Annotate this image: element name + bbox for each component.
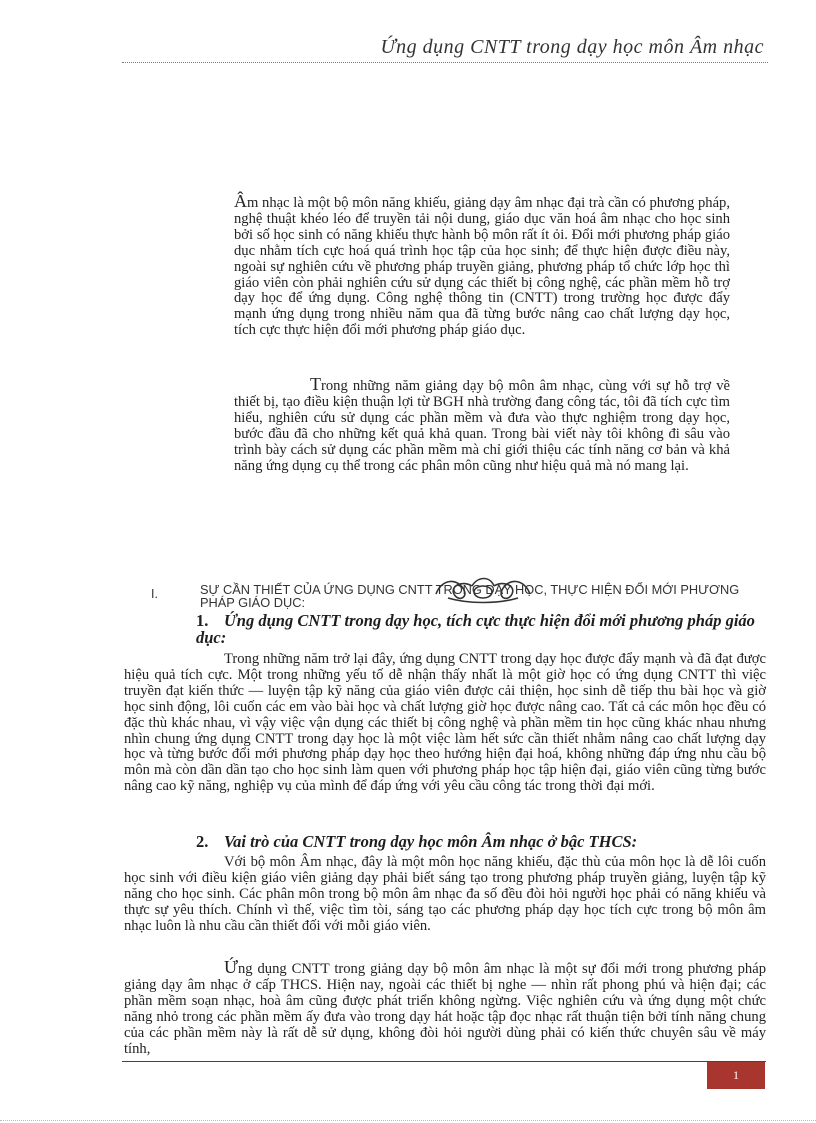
subsection-2-heading: [196, 833, 768, 850]
bottom-dotted-line: [0, 1120, 816, 1121]
drop-cap: Ứ: [224, 957, 238, 977]
intro-paragraph-2-text: rong những năm giảng dạy bộ môn âm nhạc, cùng với sự hỗ trợ về thiết bị, tạo điều kiện thuận lợi từ BGH nhà trường đang công tác, tôi đã tích cực tìm hiểu, nghiên cứu sử dụng các phần mềm và đưa vào thực nghiệm trong dạy học, bước đầu đã cho những kết quả khả quan. Trong bài viết này tôi không đi sâu vào trình bày cách sử dụng các phần mềm mà chỉ giới thiệu các tính năng cơ bản và khả năng ứng dụng cụ thể trong các phân môn cũng như hiệu quả mà nó mang lại.: [234, 378, 730, 474]
intro-paragraph-1: [234, 191, 730, 339]
subsection-1-title: Ứng dụng CNTT trong dạy học, tích cực thực hiện đổi mới phương pháp giáo dục:: [196, 611, 755, 647]
page-number-badge: 1: [707, 1062, 765, 1089]
drop-cap: T: [310, 374, 321, 394]
footer-divider: [122, 1061, 766, 1062]
subsection-2-body-2-text: ng dụng CNTT trong giảng dạy bộ môn âm nhạc là một sự đổi mới trong phương pháp giảng dạy âm nhạc ở cấp THCS. Hiện nay, ngoài các thiết bị nghe — nhìn rất phong phú và hiện đại; các phần mềm soạn nhạc, hoà âm cũng được phát triển không ngừng. Việc nghiên cứu và ứng dụng một chức năng nhỏ trong các phần mềm ấy đưa vào trong dạy hát hoặc tập đọc nhạc rất thuận tiện bởi tính năng chung của các phần mềm này là rất dễ sử dụng, không đòi hỏi người dùng phải có kiến thức chuyên sâu về máy tính,: [124, 961, 766, 1057]
subsection-1-body: Trong những năm trở lại đây, ứng dụng CNTT trong dạy học được đẩy mạnh và đã đạt được hiệu quả tích cực. Một trong những yếu tố dễ nhận thấy nhất là một giờ học có ứng dụng CNTT thì việc truyền đạt kiến thức — luyện tập kỹ năng của giáo viên được cải thiện, học sinh dễ tiếp thu bài học và giờ học sinh động, lôi cuốn các em vào bài học và chất lượng giờ học được nâng cao. Tất cả các môn học đều có đặc thù khác nhau, vì vậy việc vận dụng các thiết bị công nghệ và phần mềm tin học cũng khác nhau nhưng nhìn chung ứng dụng CNTT trong dạy học là một việc làm hết sức cần thiết nhằm nâng cao chất lượng dạy học và từng bước đổi mới phương pháp dạy học theo hướng hiện đại hoá, không những đáp ứng nhu cầu bộ môn mà còn dần dần tạo cho học sinh làm quen với phương pháp học tập hiện đại, giáo viên cũng từng bước nâng cao kỹ năng, nghiệp vụ của mình để đáp ứng với yêu cầu công tác trong thời đại mới.: [124, 651, 766, 795]
subsection-1-heading: [196, 612, 768, 646]
section-title: SỰ CẦN THIẾT CỦA ỨNG DỤNG CNTT TRONG DẠY HỌC, THỰC HIỆN ĐỔI MỚI PHƯƠNG PHÁP GIÁO DỤC:: [200, 582, 740, 610]
subsection-1-number: 1.: [196, 611, 209, 630]
intro-paragraph-1-text: m nhạc là một bộ môn năng khiếu, giảng dạy âm nhạc đại trà cần có phương pháp, nghệ thuật khéo léo để truyền tải nội dung, giáo dục văn hoá âm nhạc cho học sinh bởi số học sinh có năng khiếu thực hành bộ môn rất ít ỏi. Đổi mới phương pháp giáo dục nhằm tích cực hoá quá trình học tập của học sinh; để thực hiện được điều này, ngoài sự nghiên cứu về phương pháp truyền giảng, phương pháp tổ chức lớp học thì giáo viên còn phải nghiên cứu sử dụng các thiết bị công nghệ, các phần mềm hỗ trợ dạy học để ứng dụng. Công nghệ thông tin (CNTT) trong trường học được đẩy mạnh ứng dụng trong nhiều năm qua đã từng bước nâng cao chất lượng dạy học, tích cực thực hiện đổi mới phương pháp giáo dục.: [234, 195, 730, 339]
header-divider: [122, 62, 768, 63]
subsection-2-body-2: [124, 957, 766, 1057]
page-header-title: Ứng dụng CNTT trong dạy học môn Âm nhạc: [380, 36, 764, 58]
intro-paragraph-2: [234, 374, 730, 474]
drop-cap: Â: [234, 191, 247, 211]
subsection-2-number: 2.: [196, 832, 209, 851]
subsection-2-title: Vai trò của CNTT trong dạy học môn Âm nhạc ở bậc THCS:: [224, 832, 638, 851]
section-number: I.: [151, 587, 158, 601]
subsection-2-body-1: Với bộ môn Âm nhạc, đây là một môn học năng khiếu, đặc thù của môn học là dễ lôi cuốn học sinh với điều kiện giáo viên giảng dạy phải biết sáng tạo trong phương pháp truyền giảng, luyện tập kỹ năng cho học sinh. Các phân môn trong bộ môn âm nhạc đa số đều đòi hỏi người học phải có năng khiếu và thực sự yêu thích. Chính vì thế, việc tìm tòi, sáng tạo các phương pháp dạy học tích cực trong bộ môn âm nhạc luôn là nhu cầu cần thiết đối với mỗi giáo viên.: [124, 854, 766, 934]
